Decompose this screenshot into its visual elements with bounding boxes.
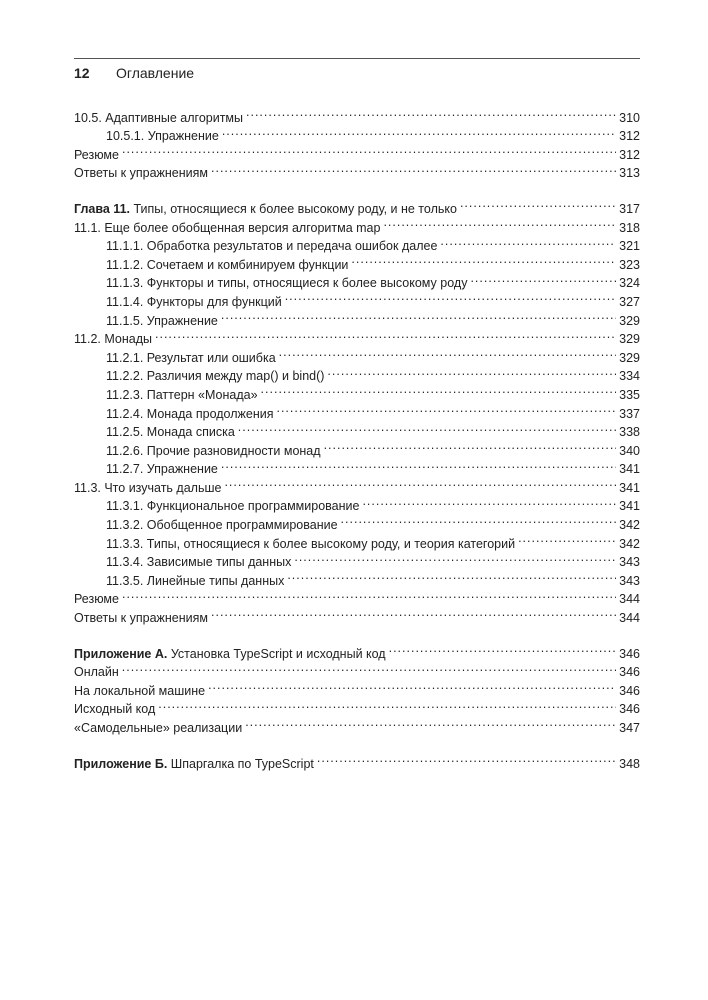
dot-leader xyxy=(327,362,616,381)
toc-entry-page: 342 xyxy=(619,518,640,533)
toc-entry-title: 11.1.5. Упражнение xyxy=(106,313,218,328)
toc-entry-page: 346 xyxy=(619,646,640,661)
toc-entry-title: Приложение А. Установка TypeScript и исходный код xyxy=(74,646,386,661)
dot-leader xyxy=(155,325,616,344)
toc-entry[interactable] xyxy=(74,325,640,347)
dot-leader xyxy=(122,658,616,677)
toc-entry-page: 341 xyxy=(619,462,640,477)
toc-entry-page: 344 xyxy=(619,611,640,626)
toc-entry-title: 11.3. Что изучать дальше xyxy=(74,480,222,495)
dot-leader xyxy=(285,287,616,306)
toc-entry-page: 343 xyxy=(619,573,640,588)
toc-entry-page: 338 xyxy=(619,425,640,440)
toc-entry-title: 11.2.7. Упражнение xyxy=(106,462,218,477)
dot-leader xyxy=(222,122,616,141)
toc-entry-title: Приложение Б. Шпаргалка по TypeScript xyxy=(74,756,314,771)
toc-entry-title: 11.2.6. Прочие разновидности монад xyxy=(106,443,321,458)
toc-entry-page: 324 xyxy=(619,276,640,291)
toc-entry-title: 11.3.2. Обобщенное программирование xyxy=(106,518,338,533)
toc-entry-page: 341 xyxy=(619,480,640,495)
toc-entry-title: 11.1.1. Обработка результатов и передача ошибок далее xyxy=(106,239,438,254)
toc-entry-title: На локальной машине xyxy=(74,683,206,698)
dot-leader xyxy=(294,548,616,567)
toc-entry-page: 342 xyxy=(619,536,640,551)
table-of-contents xyxy=(74,103,640,771)
toc-entry-label: Приложение А. xyxy=(74,646,168,661)
toc-entry-page: 327 xyxy=(619,294,640,309)
dot-leader xyxy=(341,510,617,529)
toc-entry-label: Глава 11. xyxy=(74,201,130,216)
dot-leader xyxy=(211,159,616,178)
toc-entry-page: 335 xyxy=(619,387,640,402)
toc-entry-title: 11.2.5. Монада списка xyxy=(106,425,235,440)
toc-entry-title: Ответы к упражнениям xyxy=(74,166,208,181)
toc-entry-page: 337 xyxy=(619,406,640,421)
toc-entry-title: Онлайн xyxy=(74,665,119,680)
toc-entry[interactable] xyxy=(74,639,640,661)
toc-entry-page: 329 xyxy=(619,332,640,347)
dot-leader xyxy=(287,566,616,585)
toc-entry[interactable] xyxy=(74,343,640,365)
toc-entry-title: 11.1.4. Функторы для функций xyxy=(106,294,282,309)
toc-entry-title: 11.2.2. Различия между map() и bind() xyxy=(106,369,325,384)
toc-entry-page: 348 xyxy=(619,756,640,771)
toc-entry-title: 11.2.4. Монада продолжения xyxy=(106,406,274,421)
toc-entry[interactable] xyxy=(74,194,640,216)
dot-leader xyxy=(158,695,616,714)
toc-entry[interactable] xyxy=(74,103,640,125)
dot-leader xyxy=(122,140,616,159)
dot-leader xyxy=(389,639,617,658)
toc-entry[interactable] xyxy=(74,658,640,680)
toc-entry-page: 340 xyxy=(619,443,640,458)
toc-entry[interactable] xyxy=(74,585,640,607)
toc-entry-page: 346 xyxy=(619,683,640,698)
toc-entry-page: 329 xyxy=(619,350,640,365)
toc-entry[interactable] xyxy=(74,603,640,626)
running-header xyxy=(74,58,640,89)
toc-entry-page: 341 xyxy=(619,499,640,514)
toc-entry-title: 11.2. Монады xyxy=(74,332,152,347)
toc-entry-title: 11.1. Еще более обобщенная версия алгоритма map xyxy=(74,220,381,235)
toc-entry-title: «Самодельные» реализации xyxy=(74,721,243,735)
toc-entry-page: 310 xyxy=(619,110,640,125)
toc-entry-label: Приложение Б. xyxy=(74,756,168,771)
toc-entry[interactable] xyxy=(74,676,640,698)
toc-entry-title: Глава 11. Типы, относящиеся к более высокому роду, и не только xyxy=(74,201,457,216)
dot-leader xyxy=(383,213,616,232)
dot-leader xyxy=(276,399,616,418)
toc-entry-page: 318 xyxy=(619,220,640,235)
page-number: 12 xyxy=(74,65,90,81)
toc-entry-page: 313 xyxy=(619,166,640,181)
dot-leader xyxy=(460,194,616,213)
toc-entry-title: Ответы к упражнениям xyxy=(74,611,208,626)
dot-leader xyxy=(211,603,616,622)
toc-entry[interactable] xyxy=(74,713,640,735)
toc-entry-title: 11.3.3. Типы, относящиеся к более высокому роду, и теория категорий xyxy=(106,536,516,551)
toc-entry[interactable] xyxy=(74,695,640,717)
dot-leader xyxy=(317,749,616,768)
toc-entry[interactable] xyxy=(74,749,640,771)
toc-entry-title: 11.2.3. Паттерн «Монада» xyxy=(106,387,258,402)
toc-entry[interactable] xyxy=(74,140,640,162)
dot-leader xyxy=(470,269,616,288)
toc-entry-page: 334 xyxy=(619,369,640,384)
dot-leader xyxy=(122,585,616,604)
toc-entry-title: Исходный код xyxy=(74,702,156,717)
toc-entry-title: Резюме xyxy=(74,147,119,162)
toc-entry-title: 10.5.1. Упражнение xyxy=(106,129,219,144)
toc-entry-page: 323 xyxy=(619,257,640,272)
dot-leader xyxy=(246,103,616,122)
dot-leader xyxy=(221,455,616,474)
dot-leader xyxy=(245,713,616,732)
dot-leader xyxy=(279,343,616,362)
toc-entry-title: 11.1.3. Функторы и типы, относящиеся к более высокому роду xyxy=(106,276,468,291)
dot-leader xyxy=(324,436,617,455)
dot-leader xyxy=(221,306,616,325)
toc-entry-page: 343 xyxy=(619,555,640,570)
dot-leader xyxy=(440,232,616,251)
toc-entry-page: 347 xyxy=(619,721,640,735)
dot-leader xyxy=(261,380,617,399)
toc-entry-title: 11.3.4. Зависимые типы данных xyxy=(106,555,292,570)
toc-entry-page: 312 xyxy=(619,129,640,144)
dot-leader xyxy=(518,529,616,548)
toc-entry-title: 11.1.2. Сочетаем и комбинируем функции xyxy=(106,257,349,272)
dot-leader xyxy=(208,676,616,695)
toc-entry-title: 11.3.1. Функциональное программирование xyxy=(106,499,360,514)
dot-leader xyxy=(224,473,616,492)
dot-leader xyxy=(362,492,616,511)
dot-leader xyxy=(238,418,616,437)
toc-entry-page: 321 xyxy=(619,239,640,254)
dot-leader xyxy=(351,250,616,269)
toc-entry-title: Резюме xyxy=(74,592,119,607)
toc-entry[interactable] xyxy=(74,159,640,181)
toc-entry-page: 329 xyxy=(619,313,640,328)
toc-entry-page: 346 xyxy=(619,665,640,680)
toc-entry-page: 317 xyxy=(619,201,640,216)
toc-entry-title: 10.5. Адаптивные алгоритмы xyxy=(74,110,244,125)
toc-entry-title: 11.3.5. Линейные типы данных xyxy=(106,573,285,588)
header-title: Оглавление xyxy=(116,65,195,81)
toc-entry-title: 11.2.1. Результат или ошибка xyxy=(106,350,276,365)
toc-entry-page: 312 xyxy=(619,147,640,162)
toc-entry-page: 344 xyxy=(619,592,640,607)
toc-entry-page: 346 xyxy=(619,702,640,717)
